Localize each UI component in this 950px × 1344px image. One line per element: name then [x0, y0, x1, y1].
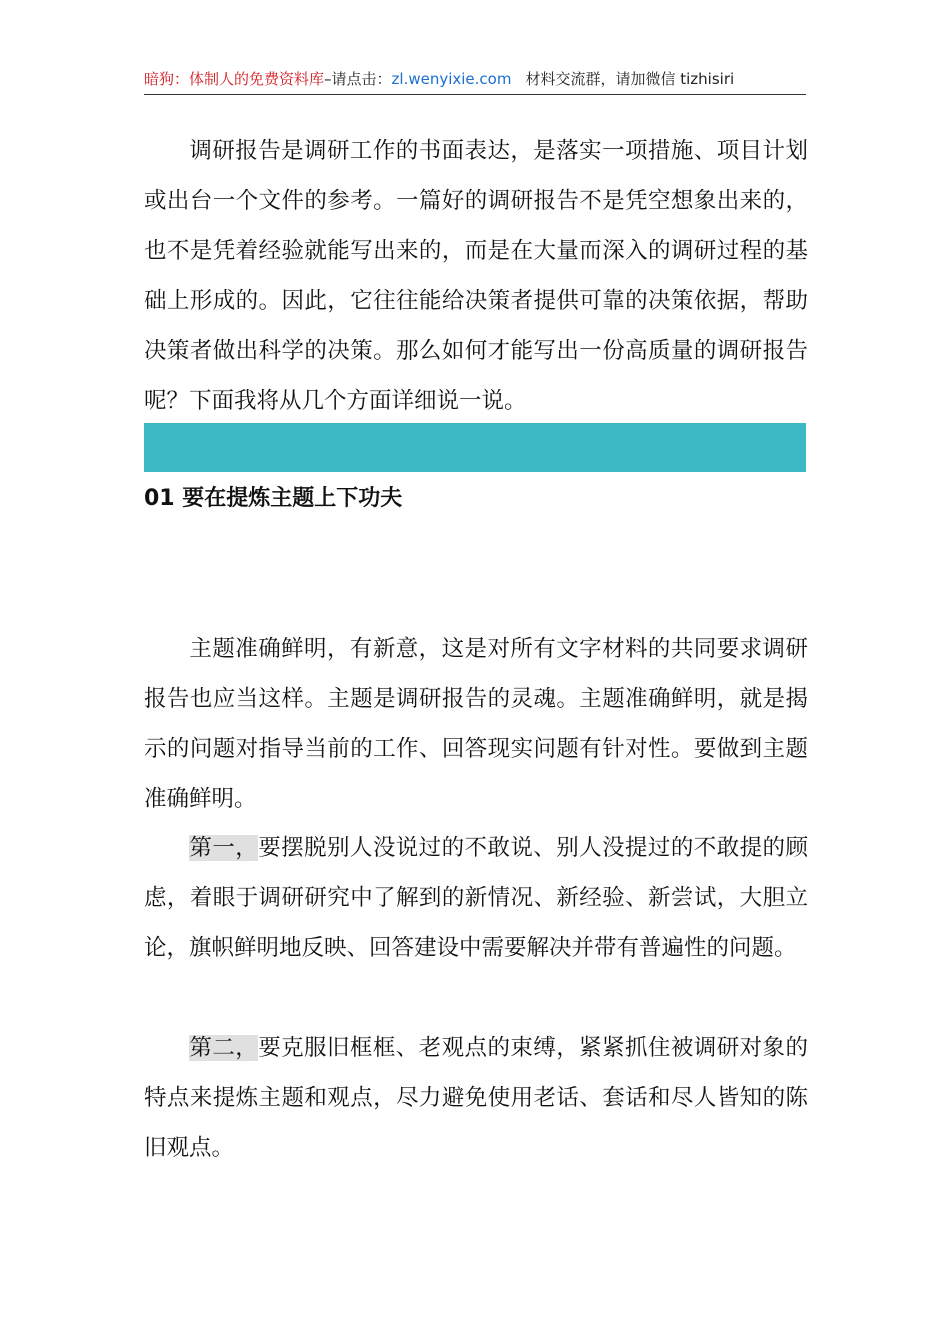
intro-text: 调研报告是调研工作的书面表达，是落实一项措施、项目计划或出台一个文件的参考。一篇好的调研报告不是凭空想象出来的，也不是凭着经验就能写出来的，而是在大量而深入的调研过程的基础上形成的。因此，它往往能给决策者提供可靠的决策依据，帮助决策者做出科学的决策。那么如何才能写出一份高质量的调研报告呢？下面我将从几个方面详细说一说。 — [144, 138, 808, 414]
point-one-label: 第一， — [189, 835, 259, 861]
section-paragraph-3-text: 要克服旧框框、老观点的束缚，紧紧抓住被调研对象的特点来提炼主题和观点，尽力避免使用老话、套话和尽人皆知的陈旧观点。 — [144, 1035, 808, 1161]
section-paragraph-2 — [144, 823, 808, 973]
header-click-prompt: –请点击： — [324, 70, 392, 88]
section-divider-band — [144, 423, 806, 472]
section-paragraph-1 — [144, 624, 808, 824]
header-brand: 暗狗：体制人的免费资料库 — [144, 70, 325, 88]
point-two-label: 第二， — [189, 1035, 259, 1061]
section-paragraph-2-text: 要摆脱别人没说过的不敢说、别人没提过的不敢提的顾虑，着眼于调研研究中了解到的新情况、新经验、新尝试，大胆立论，旗帜鲜明地反映、回答建设中需要解决并带有普遍性的问题。 — [144, 835, 808, 961]
page-header — [144, 68, 806, 95]
section-paragraph-1-text: 主题准确鲜明，有新意，这是对所有文字材料的共同要求调研报告也应当这样。主题是调研报告的灵魂。主题准确鲜明，就是揭示的问题对指导当前的工作、回答现实问题有针对性。要做到主题准确鲜明。 — [144, 636, 808, 812]
section-title: 01 要在提炼主题上下功夫 — [144, 486, 403, 511]
intro-paragraph — [144, 126, 808, 426]
header-url-link[interactable]: zl.wenyixie.com — [391, 70, 512, 88]
section-paragraph-3 — [144, 1023, 808, 1173]
header-group-info: 材料交流群，请加微信 tizhisiri — [525, 70, 735, 88]
